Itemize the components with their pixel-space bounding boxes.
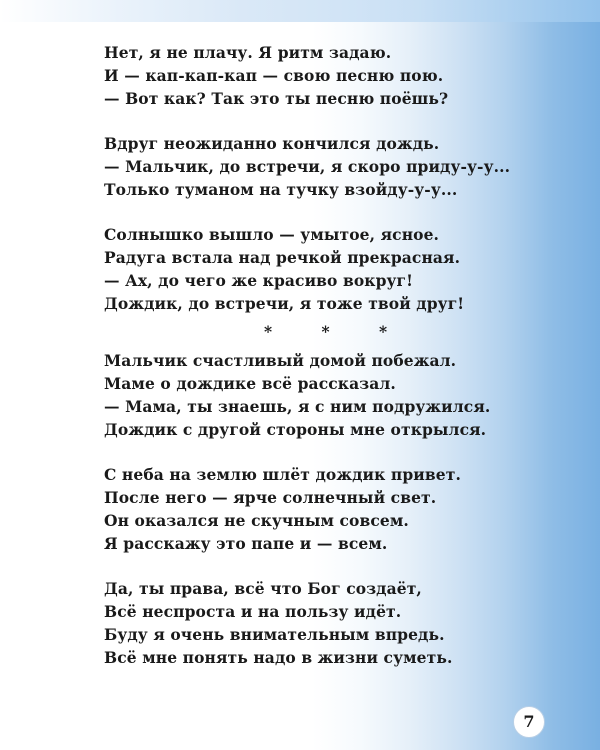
- poem-line: Всё неспроста и на пользу идёт.: [104, 602, 402, 621]
- poem-line: Только туманом на тучку взойду-у-у...: [104, 180, 458, 199]
- poem-line: Нет, я не плачу. Я ритм задаю.: [104, 43, 392, 62]
- poem-line: — Мальчик, до встречи, я скоро приду-у-у...: [104, 157, 511, 176]
- poem-line: Мальчик счастливый домой побежал.: [104, 351, 457, 370]
- poem-line: И — кап-кап-кап — свою песню пою.: [104, 66, 444, 85]
- poem-line: Дождик, до встречи, я тоже твой друг!: [104, 294, 465, 313]
- poem-line: Всё мне понять надо в жизни суметь.: [104, 648, 453, 667]
- section-divider: * * *: [264, 322, 410, 341]
- poem-line: Маме о дождике всё рассказал.: [104, 374, 396, 393]
- poem-line: Вдруг неожиданно кончился дождь.: [104, 134, 440, 153]
- poem-line: Дождик с другой стороны мне открылся.: [104, 420, 487, 439]
- poem-line: — Мама, ты знаешь, я с ним подружился.: [104, 397, 491, 416]
- poem-line: Солнышко вышло — умытое, ясное.: [104, 225, 440, 244]
- poem-line: С неба на землю шлёт дождик привет.: [104, 465, 461, 484]
- poem-line: Да, ты права, всё что Бог создаёт,: [104, 579, 422, 598]
- stanza-gap: [104, 441, 504, 463]
- stanza-gap: [104, 110, 504, 132]
- poem-line: Я расскажу это папе и — всем.: [104, 534, 388, 553]
- poem-line: — Вот как? Так это ты песню поёшь?: [104, 89, 449, 108]
- stanza-gap: [104, 555, 504, 577]
- poem-line: Буду я очень внимательным впредь.: [104, 625, 445, 644]
- page-number: 7: [513, 706, 545, 738]
- poem-text: [104, 41, 511, 669]
- poem-line: — Ах, до чего же красиво вокруг!: [104, 271, 414, 290]
- poem-line: Радуга встала над речкой прекрасная.: [104, 248, 461, 267]
- decorative-top-strip: [0, 0, 600, 22]
- poem-line: Он оказался не скучным совсем.: [104, 511, 409, 530]
- stanza-gap: [104, 201, 504, 223]
- poem-line: После него — ярче солнечный свет.: [104, 488, 437, 507]
